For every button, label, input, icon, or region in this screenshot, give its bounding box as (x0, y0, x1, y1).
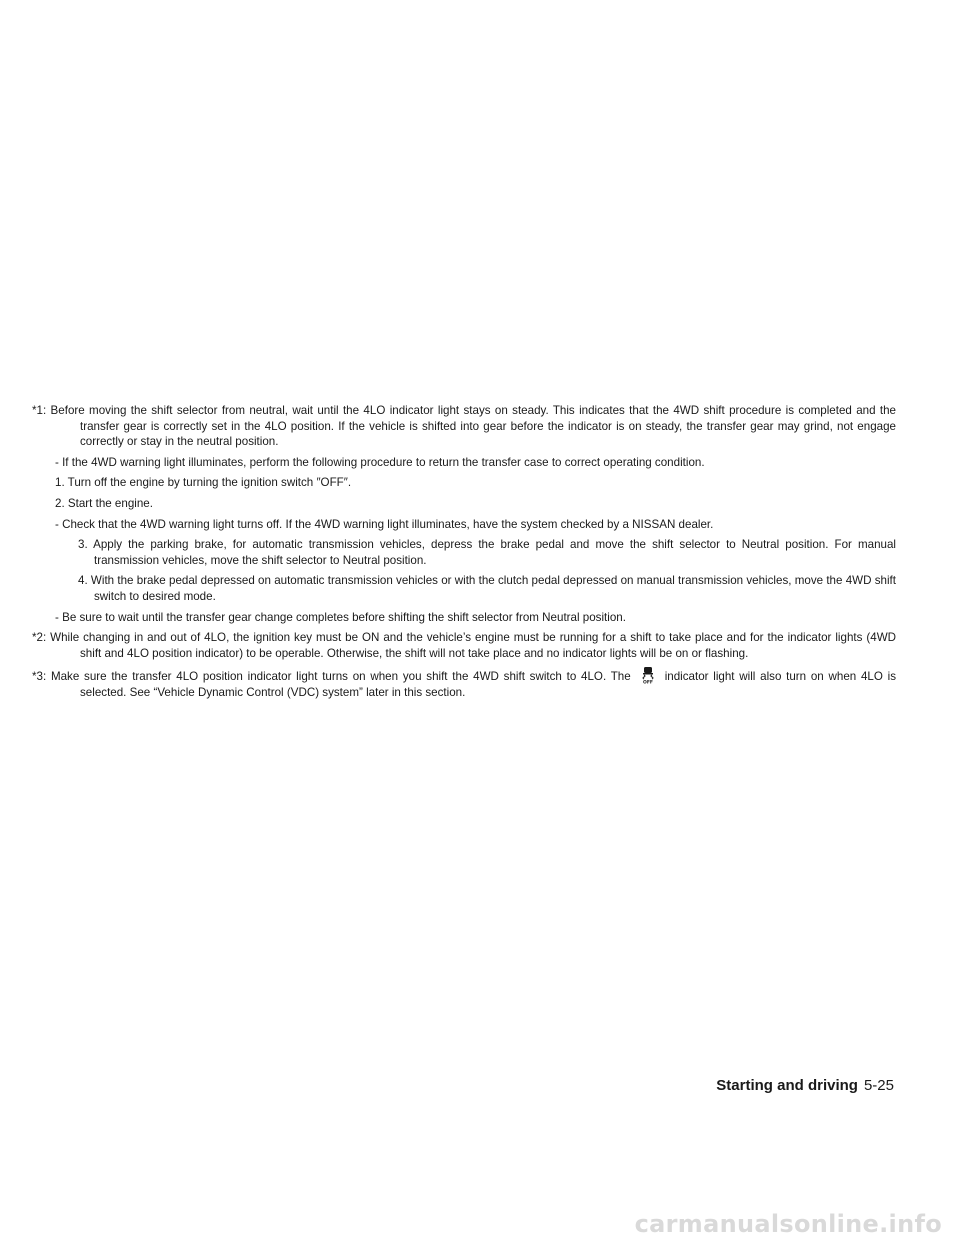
check-warning-light: - Check that the 4WD warning light turns off. If the 4WD warning light illuminates, have the system checked by a NISSAN dealer. (55, 517, 714, 531)
note-1-marker: *1: (32, 404, 51, 417)
note-2 (32, 630, 896, 661)
warning-procedure-intro: - If the 4WD warning light illuminates, perform the following procedure to return the transfer case to correct operating condition. (55, 455, 705, 469)
note-2-text: While changing in and out of 4LO, the ignition key must be ON and the vehicle’s engine must be running for a shift to take place and for the indicator lights (4WD shift and 4LO position indicator) to be operable. Otherwise, the shift will not take place and no indicator lights will be on or flashing. (50, 631, 897, 660)
note-3-text-after: indicator light will also turn on when 4LO is selected. See “Vehicle Dynamic Control (VDC) system” later in this section. (80, 670, 896, 699)
note-1-text: Before moving the shift selector from neutral, wait until the 4LO indicator light stays on steady. This indicates that the 4WD shift procedure is completed and the transfer gear is correctly set in the 4LO position. If the vehicle is shifted into gear before the indicator is on steady, the transfer gear may grind, not engage correctly or stay in the neutral position. (50, 404, 897, 449)
footnotes (32, 403, 896, 706)
page-number: 5-25 (863, 1077, 894, 1094)
footer-section-title: Starting and driving (716, 1077, 858, 1094)
step-2: 2. Start the engine. (55, 496, 153, 510)
note-3-marker: *3: (32, 670, 51, 684)
step-4: 4. With the brake pedal depressed on automatic transmission vehicles or with the clutch pedal depressed on manual transmission vehicles, move the 4WD shift switch to desired mode. (78, 574, 896, 603)
page-footer (716, 1077, 894, 1094)
note-3 (32, 666, 896, 700)
wait-caution: - Be sure to wait until the transfer gear change completes before shifting the shift selector from Neutral position. (55, 610, 626, 624)
note-3-text-before: Make sure the transfer 4LO position indicator light turns on when you shift the 4WD shift switch to 4LO. The (50, 670, 631, 684)
note-1 (32, 403, 896, 450)
vdc-off-indicator-icon (633, 666, 663, 684)
step-1: 1. Turn off the engine by turning the ignition switch ″OFF″. (55, 476, 352, 490)
watermark: carmanualsonline.info (634, 1210, 942, 1238)
note-2-marker: *2: (32, 631, 51, 645)
vdc-off-icon-label: OFF (642, 680, 653, 685)
step-3: 3. Apply the parking brake, for automatic transmission vehicles, depress the brake pedal and move the shift selector to Neutral position. For manual transmission vehicles, move the shift selector to Neutral position. (78, 538, 896, 567)
